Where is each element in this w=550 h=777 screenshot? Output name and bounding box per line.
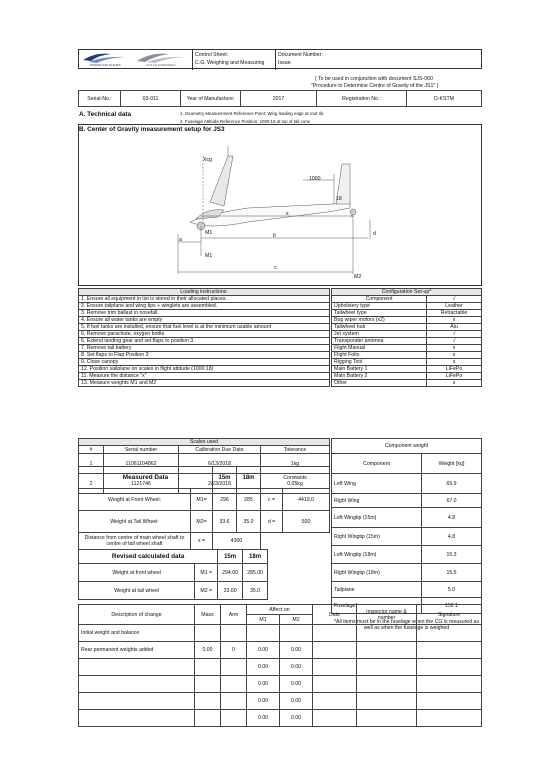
b-label: b xyxy=(273,233,276,239)
instruction-item: 11. Measure the distance "x" xyxy=(79,373,330,380)
component-weight: 4.8 xyxy=(422,528,482,546)
dim-1000-label: 1000 xyxy=(309,176,321,182)
change-arm xyxy=(221,710,247,727)
change-description xyxy=(79,676,195,693)
logo1-text: JONKER SAILPLANES xyxy=(89,63,121,67)
change-m2: 0.00 xyxy=(280,693,313,710)
change-row xyxy=(79,693,482,710)
front-wheel-label: Weight at Front Wheel: xyxy=(79,489,191,511)
revised-tail-18m: 35.0 xyxy=(243,582,268,600)
change-description: Rear permanent weights added xyxy=(79,642,195,659)
m1-label: M1 xyxy=(205,230,213,236)
config-component: Main Battery 1 xyxy=(332,366,427,373)
config-check-header: √ xyxy=(427,296,482,303)
control-sheet-label: Control Sheet: xyxy=(195,52,229,58)
config-component: Tailwheel type xyxy=(332,310,427,317)
technical-data-title: A. Technical data xyxy=(79,111,132,118)
tail-wheel-15m: 33.6 xyxy=(213,511,237,533)
change-m2: 0.00 xyxy=(280,659,313,676)
a-label: a xyxy=(179,237,182,243)
d-label: d xyxy=(373,231,376,237)
instruction-item: 4. Ensure all water tanks are empty xyxy=(79,317,330,324)
change-arm xyxy=(221,693,247,710)
tail-wheel-18m: 35.0 xyxy=(237,511,261,533)
config-component: Other xyxy=(332,380,427,387)
procedure-note-1: ( To be used in conjunction with document SJS-060 xyxy=(315,76,433,82)
change-m2: 0.00 xyxy=(280,710,313,727)
serial-value: 03-011 xyxy=(121,91,181,107)
change-row xyxy=(79,659,482,676)
md-logo xyxy=(133,51,189,69)
change-arm xyxy=(221,625,247,642)
component-name: Right Wingtip (18m) xyxy=(332,564,422,582)
config-component: Transponder antenna xyxy=(332,338,427,345)
procedure-note-2: "Procedure to Determine Centre of Gravity of the JS1" ) xyxy=(311,83,439,89)
config-value: x xyxy=(427,380,482,387)
instruction-item: 8. Set flaps to Flap Position 3 xyxy=(79,352,330,359)
logo2-text: M-D FLUGZEUGBAU xyxy=(146,63,176,67)
change-description xyxy=(79,710,195,727)
measured-col-15m: 15m xyxy=(213,467,237,489)
year-label: Year of Manufacture: xyxy=(181,91,241,107)
config-value: Retractable xyxy=(427,310,482,317)
config-value: x xyxy=(427,317,482,324)
change-col-affect: Affect on xyxy=(247,605,313,615)
component-name: Tailplane xyxy=(332,582,422,598)
glider-diagram xyxy=(78,124,482,286)
aircraft-id-table xyxy=(78,90,482,107)
constant-c-value: 4419.0 xyxy=(283,489,330,511)
xcg-label: Xcg xyxy=(203,157,212,163)
change-description: Initial weight and balance xyxy=(79,625,195,642)
component-weight: 4.8 xyxy=(422,508,482,528)
revised-front-18m: 285.00 xyxy=(243,564,268,582)
scale-number: 1 xyxy=(79,454,104,474)
serial-label: Serial-No.: xyxy=(79,91,121,107)
change-arm: 0 xyxy=(221,642,247,659)
config-value: LiFePo xyxy=(427,366,482,373)
change-mass: 0.00 xyxy=(195,642,221,659)
instruction-item: 2. Ensure tailplane and wing tips + winglets are assembled. xyxy=(79,303,330,310)
front-wheel-15m: 296 xyxy=(213,489,237,511)
scale-calibration: 2/23/2018 xyxy=(179,474,261,494)
revised-front-label: Weight at front wheel xyxy=(79,564,195,582)
x-label: x xyxy=(286,211,289,217)
change-m1: 0.00 xyxy=(247,642,280,659)
change-m2 xyxy=(280,625,313,642)
change-log-table xyxy=(78,604,482,727)
instruction-item: 5. If fuel tanks are installed, ensure that fuel level is at the minimum usable amount xyxy=(79,324,330,331)
scale-serial: 1121746 xyxy=(104,474,179,494)
change-col-signature: Signature xyxy=(417,605,482,625)
constants-header: Constants xyxy=(261,467,330,489)
change-row xyxy=(79,625,482,642)
scale-serial: 11061104862 xyxy=(104,454,179,474)
change-m1: 0.00 xyxy=(247,659,280,676)
config-value: √ xyxy=(427,331,482,338)
config-value: x xyxy=(427,359,482,366)
component-name: Right Wingtip (15m) xyxy=(332,528,422,546)
scale-calibration: 6/13/2018 xyxy=(179,454,261,474)
instruction-item: 6. Remove parachute, oxygen bottle xyxy=(79,331,330,338)
component-weight: 67.0 xyxy=(422,494,482,508)
revised-tail-label: Weight at tail wheel xyxy=(79,582,195,600)
config-component: Main Battery 2 xyxy=(332,373,427,380)
distance-label: Distance from centre of main wheel shaft to centre of tail wheel shaft xyxy=(79,533,191,550)
registration-value: D-KSTM xyxy=(407,91,482,107)
component-weight: 65.9 xyxy=(422,474,482,494)
scales-col-tolerance: Tolerance xyxy=(261,446,330,454)
change-date xyxy=(313,693,357,710)
tail-wheel-label: Weight at Tail Wheel: xyxy=(79,511,191,533)
change-row xyxy=(79,710,482,727)
revised-front-15m: 294.00 xyxy=(218,564,243,582)
change-date xyxy=(313,625,357,642)
front-wheel-18m: 285 xyxy=(237,489,261,511)
change-m1: 0.00 xyxy=(247,676,280,693)
config-component: Flight Manual xyxy=(332,345,427,352)
change-m1: 0.00 xyxy=(247,693,280,710)
change-arm xyxy=(221,676,247,693)
change-mass xyxy=(195,710,221,727)
config-component: Tailwheel hub xyxy=(332,324,427,331)
revised-tail-15m: 33.60 xyxy=(218,582,243,600)
constant-d-value: 500 xyxy=(283,511,330,533)
scale-tolerance: 1kg xyxy=(261,454,330,474)
change-m2: 0.00 xyxy=(280,676,313,693)
weight-col-header: Weight [kg] xyxy=(422,454,482,474)
header-block xyxy=(78,49,482,69)
component-weight-note: *All items must be in the fuselage when the CG is measured as well as when the fuselage is weighed xyxy=(333,618,480,631)
change-inspector xyxy=(357,642,417,659)
component-name: Left Wing xyxy=(332,474,422,494)
configuration-table xyxy=(331,288,482,387)
loading-instructions-table xyxy=(78,288,330,387)
instruction-item: 6. Extend landing gear and set flaps to position 3. xyxy=(79,338,330,345)
revised-tail-symbol: M2 = xyxy=(195,582,218,600)
technical-line-1: 1. Geometry Measurement Reference Point: Wing leading edge at root rib xyxy=(180,111,324,116)
setup-title: B. Center of Gravity measurement setup for JS3 xyxy=(79,126,225,133)
config-value: Leather xyxy=(427,303,482,310)
instruction-item: 3. Remove trim ballast in nosefall. xyxy=(79,310,330,317)
change-date xyxy=(313,710,357,727)
scales-col-calibration: Calibration Due Date xyxy=(179,446,261,454)
change-date xyxy=(313,676,357,693)
change-m2: 0.00 xyxy=(280,642,313,659)
c-label: c xyxy=(274,265,277,271)
change-signature xyxy=(417,693,482,710)
registration-label: Registration No.: xyxy=(317,91,407,107)
document-number-label: Document Number: xyxy=(278,52,323,58)
component-weight: 15.3 xyxy=(422,546,482,564)
change-inspector xyxy=(357,710,417,727)
component-weight-header: Component weight xyxy=(332,439,482,454)
instruction-item: 1. Ensure all equipment in list is stored in their allocated places. xyxy=(79,296,330,303)
config-value: √ xyxy=(427,338,482,345)
constant-c-symbol: c = xyxy=(261,489,283,511)
config-component: Rigging Tool xyxy=(332,359,427,366)
m1-ground-label: M1 xyxy=(205,253,213,259)
scales-col-number: # xyxy=(79,446,104,454)
config-component: Bug wiper motors (x2) xyxy=(332,317,427,324)
config-value: Alu xyxy=(427,324,482,331)
change-inspector xyxy=(357,659,417,676)
change-col-mass: Mass xyxy=(195,605,221,625)
change-col-m2: M2 xyxy=(280,615,313,625)
config-component: Upholstery type xyxy=(332,303,427,310)
revised-data-title: Revised calculated data xyxy=(79,550,218,564)
change-mass xyxy=(195,693,221,710)
component-name: Fuselage* xyxy=(332,598,422,614)
front-wheel-symbol: M1= xyxy=(191,489,213,511)
wing-shape xyxy=(210,156,233,206)
change-signature xyxy=(417,676,482,693)
distance-value: 4300 xyxy=(213,533,261,550)
revised-col-18m: 18m xyxy=(243,550,268,564)
scale-tolerance: 0.05kg xyxy=(261,474,330,494)
change-signature xyxy=(417,659,482,676)
scales-header: Scales used xyxy=(79,439,330,446)
constant-d-symbol: d = xyxy=(261,511,283,533)
jonker-logo xyxy=(81,51,129,69)
change-row xyxy=(79,642,482,659)
document-title: C.G. Weighing and Measuring xyxy=(195,60,265,66)
config-component: Flight Folio xyxy=(332,352,427,359)
change-col-inspector: Inspector name & number xyxy=(357,605,417,625)
change-mass xyxy=(195,659,221,676)
change-col-m1: M1 xyxy=(247,615,280,625)
change-description xyxy=(79,693,195,710)
configuration-header: Configuration Set-up* xyxy=(332,289,482,296)
instruction-item: 12. Position sailplane on scales in flight attitude (1000:18) xyxy=(79,366,330,373)
change-col-date: Date xyxy=(313,605,357,625)
change-description xyxy=(79,659,195,676)
dim-18-label: 18 xyxy=(336,196,342,202)
change-m1: 0.00 xyxy=(247,710,280,727)
measured-col-18m: 18m xyxy=(237,467,261,489)
tail-wheel-symbol: M2= xyxy=(191,511,213,533)
year-value: 2017 xyxy=(241,91,317,107)
change-date xyxy=(313,659,357,676)
component-weight: 5.0 xyxy=(422,582,482,598)
change-col-description: Description of change xyxy=(79,605,195,625)
revised-col-15m: 15m xyxy=(218,550,243,564)
change-inspector xyxy=(357,625,417,642)
component-name: Left Wingtip (15m) xyxy=(332,508,422,528)
distance-symbol: x = xyxy=(191,533,213,550)
change-arm xyxy=(221,659,247,676)
scale-number: 2 xyxy=(79,474,104,494)
measured-data-table xyxy=(78,466,330,550)
change-signature xyxy=(417,710,482,727)
component-name: Right Wing xyxy=(332,494,422,508)
measured-data-title: Measured Data xyxy=(79,467,213,489)
scales-col-serial: Serial number xyxy=(104,446,179,454)
component-col-header: Component xyxy=(332,454,422,474)
revised-data-table xyxy=(78,549,268,600)
config-value: x xyxy=(427,345,482,352)
change-col-arm: Arm xyxy=(221,605,247,625)
change-m1 xyxy=(247,625,280,642)
instruction-item: 7. Remove tail battery xyxy=(79,345,330,352)
instruction-item: 9. Close canopy xyxy=(79,359,330,366)
change-inspector xyxy=(357,676,417,693)
change-inspector xyxy=(357,693,417,710)
config-component: Jet system xyxy=(332,331,427,338)
change-mass xyxy=(195,625,221,642)
technical-line-2: 2. Fuselage Attitude Reference Position: 1000:18 at top of tail cone xyxy=(180,119,311,124)
issue-label: Issue: xyxy=(278,60,292,66)
component-weight: 152.1 xyxy=(422,598,482,614)
loading-instructions-header: Loading instructions: xyxy=(79,289,330,296)
config-value: x xyxy=(427,352,482,359)
component-weight: 15.5 xyxy=(422,564,482,582)
change-signature xyxy=(417,642,482,659)
component-name: Left Wingtip (18m) xyxy=(332,546,422,564)
change-mass xyxy=(195,676,221,693)
change-date xyxy=(313,642,357,659)
config-component-header: Component xyxy=(332,296,427,303)
instruction-item: 13. Measure weights M1 and M2 xyxy=(79,380,330,387)
config-value: LiFePo xyxy=(427,373,482,380)
m2-label: M2 xyxy=(354,274,362,280)
change-signature xyxy=(417,625,482,642)
revised-front-symbol: M1 = xyxy=(195,564,218,582)
change-row xyxy=(79,676,482,693)
